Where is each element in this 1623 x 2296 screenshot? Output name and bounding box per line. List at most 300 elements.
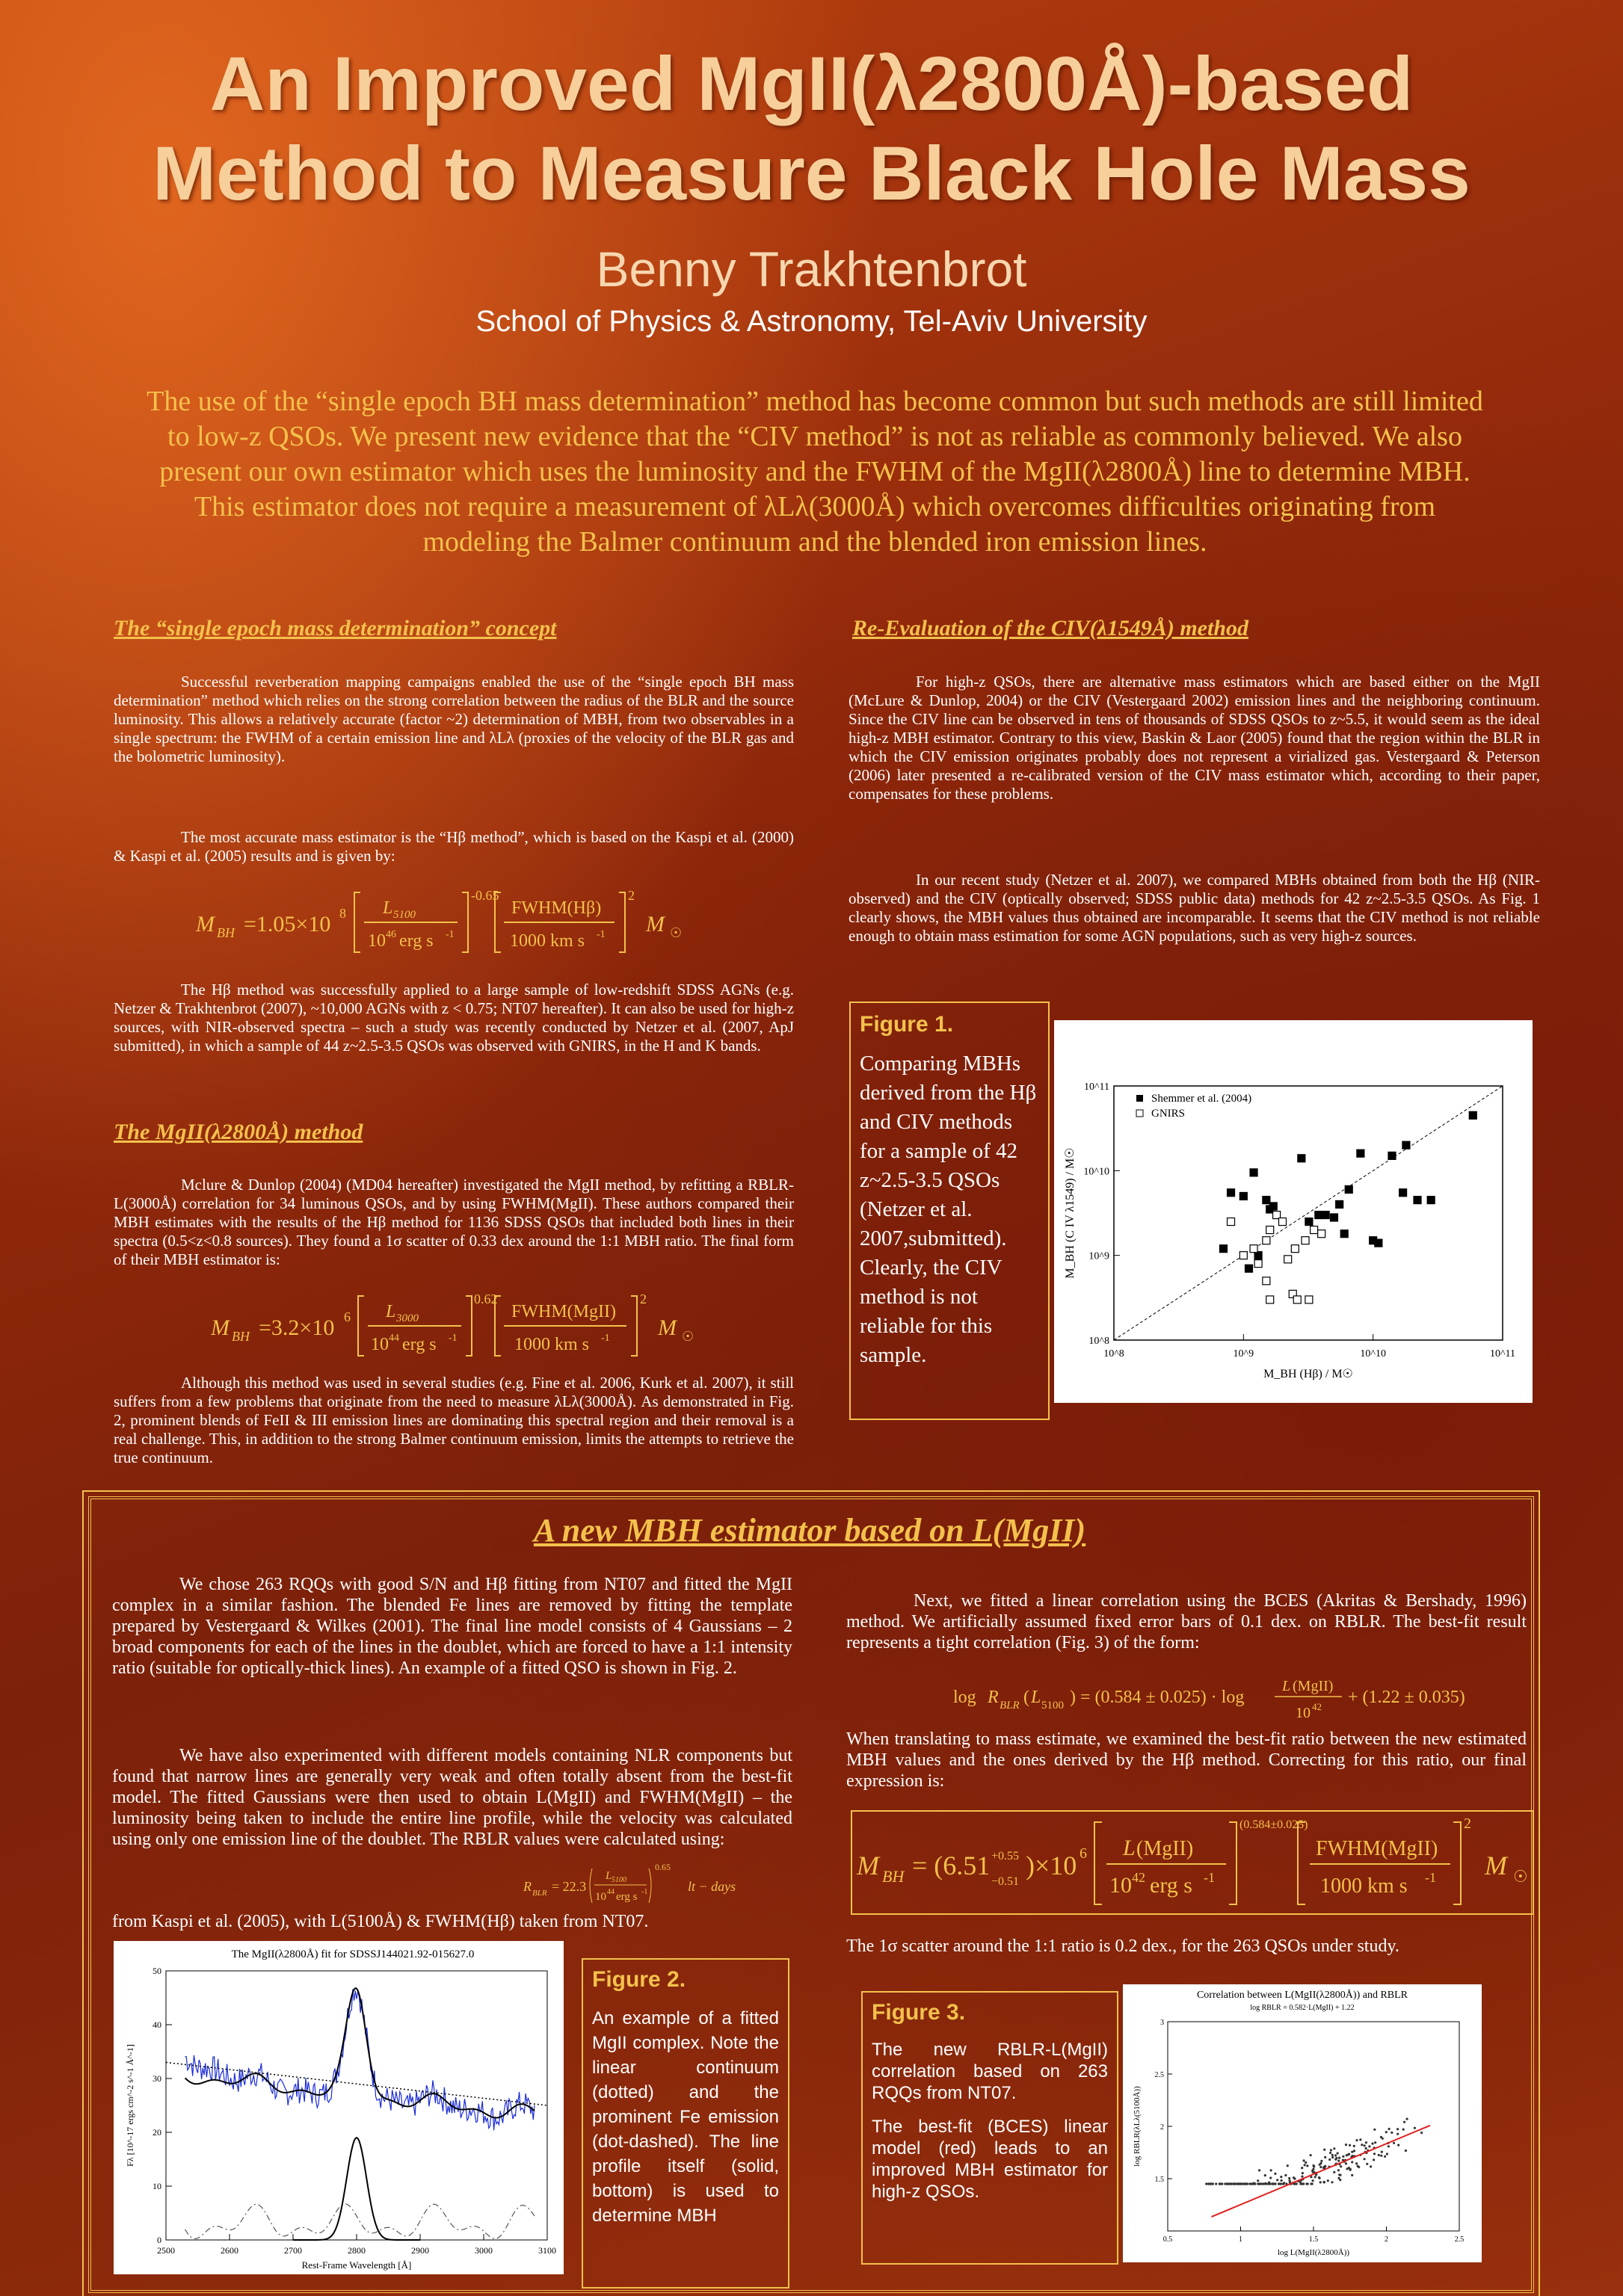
- box-left-paragraph-2: [112, 1745, 792, 1850]
- final-estimator-box: [851, 1810, 1534, 1915]
- fig3-ytick-label: 2: [1160, 2123, 1164, 2132]
- fig3-fit-line: [1212, 2126, 1431, 2217]
- sec2-p2-text: Although this method was used in several studies (e.g. Fine et al. 2006, Kurk et al. 2007), it still suffers from a few problems that originate from the need to measure λLλ(3000Å). As demonstrated in Fig. 2, prominent blends of FeII & III emission lines are dominating this spectral region and their removal is a real challenge. This, in addition to the strong Balmer continuum emission, limits the attempts to retrieve the true continuum.: [114, 1374, 794, 1466]
- fig1-point-shemmer: [1228, 1189, 1235, 1197]
- fig3-point: [1304, 2164, 1306, 2166]
- fig3-point: [1335, 2157, 1337, 2159]
- fig3-point: [1302, 2182, 1305, 2185]
- fig3-point: [1310, 2154, 1312, 2156]
- fig3-point: [1231, 2182, 1233, 2185]
- fig3-point: [1264, 2174, 1266, 2176]
- fig3-point: [1328, 2158, 1331, 2161]
- fig3-ytick-label: 2.5: [1154, 2071, 1164, 2079]
- svg-text:FWHM(MgII): FWHM(MgII): [511, 1302, 616, 1321]
- box-right-paragraph-3: The 1σ scatter around the 1:1 ratio is 0.2 dex., for the 263 QSOs under study.: [846, 1937, 1399, 1956]
- fig2-ytick-label: 10: [153, 2181, 161, 2191]
- sec1-paragraph-2: [114, 828, 794, 865]
- fig1-legend-marker-gnirs: [1136, 1110, 1143, 1117]
- fig3-point: [1340, 2165, 1342, 2167]
- fig3-xtick-label: 1: [1239, 2235, 1242, 2244]
- fig1-point-shemmer: [1219, 1245, 1227, 1253]
- fig1-point-shemmer: [1427, 1197, 1435, 1204]
- correlation-equation-svg: [953, 1665, 1476, 1725]
- figure2-caption-box: [582, 1958, 789, 2289]
- fig1-point-gnirs: [1284, 1256, 1292, 1263]
- svg-text:BLR: BLR: [1000, 1700, 1020, 1712]
- box-right-p1-text: Next, we fitted a linear correlation using the BCES (Akritas & Bershady, 1996) method. We artificially assumed fixed error bars of 0.1 dex. on RBLR. The best-fit result represents a tight correlation (Fig. 3) of the form:: [846, 1591, 1527, 1652]
- svg-text:M: M: [196, 912, 215, 936]
- fig1-point-shemmer: [1402, 1141, 1410, 1149]
- sec2-paragraph-2: [114, 1374, 794, 1467]
- fig3-point: [1274, 2173, 1276, 2175]
- fig3-point: [1280, 2176, 1282, 2178]
- heading-new-estimator: A new MBH estimator based on L(MgII): [533, 1512, 1086, 1549]
- sec1-p2-text: The most accurate mass estimator is the “Hβ method”, which is based on the Kaspi et al. (2000) & Kaspi et al. (2005) results and is given by:: [114, 828, 794, 865]
- fig3-point: [1299, 2182, 1302, 2185]
- fig3-point: [1361, 2144, 1363, 2146]
- fig3-point: [1280, 2182, 1282, 2185]
- svg-text:0.62: 0.62: [474, 1292, 498, 1306]
- sec2-paragraph-1: [114, 1176, 794, 1269]
- fig2-line-profile: [293, 2138, 420, 2240]
- svg-text:44: 44: [389, 1333, 399, 1344]
- svg-text:(: (: [1023, 1688, 1029, 1707]
- poster-title-line1: An Improved MgII(λ2800Å)-based: [209, 41, 1414, 126]
- rblr-equation-svg: [516, 1860, 800, 1912]
- fig1-point-gnirs: [1266, 1296, 1274, 1303]
- fig3-point: [1373, 2158, 1375, 2161]
- fig3-point: [1373, 2129, 1376, 2131]
- fig3-point: [1351, 2174, 1353, 2176]
- fig1-point-shemmer: [1414, 1197, 1421, 1204]
- svg-text:=1.05×10: =1.05×10: [244, 912, 331, 936]
- fig3-point: [1307, 2182, 1309, 2185]
- svg-text:☉: ☉: [682, 1329, 695, 1344]
- fig3-point: [1348, 2167, 1350, 2169]
- fig3-point: [1359, 2138, 1361, 2141]
- svg-text:M: M: [857, 1851, 879, 1880]
- fig3-point: [1385, 2131, 1388, 2133]
- figure1-chart: [1054, 1020, 1533, 1403]
- fig3-point: [1339, 2179, 1341, 2181]
- svg-text:lt − days: lt − days: [688, 1879, 736, 1894]
- svg-text:R: R: [988, 1688, 999, 1707]
- svg-text:M: M: [646, 912, 665, 936]
- fig2-xtick-label: 3000: [475, 2245, 493, 2256]
- fig1-point-shemmer: [1388, 1152, 1396, 1159]
- fig3-point: [1269, 2176, 1272, 2179]
- fig3-point: [1347, 2153, 1349, 2155]
- fig3-point: [1287, 2164, 1289, 2167]
- svg-text:1000 km s: 1000 km s: [510, 931, 585, 951]
- fig3-point: [1312, 2179, 1314, 2182]
- fig3-ytick-label: 3: [1160, 2019, 1164, 2027]
- svg-text:44: 44: [607, 1888, 615, 1896]
- fig2-ytick-label: 40: [153, 2019, 161, 2030]
- svg-text:FWHM(Hβ): FWHM(Hβ): [511, 898, 602, 918]
- fig1-point-shemmer: [1269, 1203, 1277, 1210]
- svg-text:8: 8: [339, 906, 346, 921]
- hbeta-equation: [196, 888, 779, 962]
- md04-equation: [211, 1292, 779, 1365]
- svg-text:1000 km s: 1000 km s: [514, 1335, 590, 1354]
- fig3-point: [1349, 2169, 1352, 2171]
- heading-civ-method: Re-Evaluation of the CIV(λ1549Å) method: [852, 616, 1249, 641]
- fig3-point: [1353, 2145, 1355, 2147]
- fig1-ytick-label: 10^10: [1083, 1166, 1109, 1178]
- figure2-title: Figure 2.: [592, 1967, 686, 1992]
- fig2-ytick-label: 0: [157, 2235, 161, 2245]
- fig3-point: [1251, 2182, 1254, 2185]
- svg-text:-1: -1: [641, 1888, 648, 1896]
- fig3-point: [1388, 2145, 1390, 2147]
- svg-text:3000: 3000: [396, 1312, 419, 1324]
- author: Benny Trakhtenbrot: [596, 241, 1027, 297]
- fig3-point: [1355, 2162, 1358, 2164]
- svg-text:L: L: [1031, 1688, 1041, 1707]
- svg-text:= (6.51: = (6.51: [912, 1851, 991, 1880]
- fig3-point: [1306, 2164, 1308, 2167]
- fig3-point: [1327, 2179, 1329, 2182]
- fig3-point: [1338, 2157, 1340, 2159]
- fig3-point: [1299, 2181, 1302, 2183]
- fig2-chart-title: The MgII(λ2800Å) fit for SDSSJ144021.92-015627.0: [231, 1948, 475, 1960]
- fig3-point: [1319, 2166, 1322, 2168]
- svg-text:-1: -1: [601, 1333, 610, 1344]
- fig1-legend-marker-shemmer: [1136, 1095, 1143, 1102]
- svg-text:L: L: [386, 1302, 396, 1321]
- fig3-point: [1323, 2149, 1325, 2151]
- fig3-xtick-label: 2: [1385, 2235, 1388, 2244]
- fig3-point: [1345, 2144, 1347, 2146]
- fig1-point-shemmer: [1305, 1218, 1313, 1226]
- box-left-p2-text: We have also experimented with different models containing NLR components but found that narrow lines are generally very weak and often totally absent from the best-fit model. The fitted Gaussians were then used to obtain L(MgII) and FWHM(MgII) – the luminosity being taken to include the entire line profile, while the velocity was calculated using only one emission line of the doublet. The RBLR values were calculated using:: [112, 1746, 792, 1849]
- fig2-xtick-label: 2900: [411, 2245, 429, 2256]
- svg-text:10: 10: [371, 1335, 389, 1354]
- fig3-point: [1414, 2127, 1416, 2129]
- poster-title-line2: Method to Measure Black Hole Mass: [153, 131, 1470, 216]
- svg-text:L: L: [606, 1870, 612, 1882]
- fig3-point: [1381, 2151, 1383, 2153]
- fig1-point-gnirs: [1279, 1218, 1287, 1226]
- svg-text:-0.65: -0.65: [471, 888, 499, 903]
- final-estimator-svg: [852, 1812, 1533, 1913]
- svg-text:BH: BH: [882, 1867, 905, 1886]
- svg-text:) = (0.584 ± 0.025) · log: ) = (0.584 ± 0.025) · log: [1070, 1688, 1245, 1707]
- figure3-caption-2: The best-fit (BCES) linear model (red) leads to an improved MBH estimator for high-z QSOs.: [872, 2117, 1108, 2202]
- fig3-point: [1337, 2152, 1339, 2154]
- svg-text:+0.55: +0.55: [991, 1850, 1020, 1863]
- fig1-point-shemmer: [1263, 1197, 1270, 1204]
- fig3-point: [1355, 2139, 1358, 2141]
- fig1-xtick-label: 10^9: [1233, 1348, 1254, 1360]
- rblr-equation: [516, 1860, 800, 1919]
- fig3-point: [1257, 2179, 1259, 2182]
- fig3-point: [1351, 2161, 1353, 2163]
- fig2-xlabel: Rest-Frame Wavelength [Å]: [301, 2259, 412, 2271]
- fig3-point: [1311, 2170, 1314, 2172]
- sec1-paragraph-3: [114, 981, 794, 1055]
- svg-text:M: M: [211, 1315, 230, 1340]
- fig2-xtick-label: 2800: [348, 2245, 366, 2256]
- sec3-paragraph-1: [849, 673, 1540, 803]
- fig3-ytick-label: 1.5: [1154, 2176, 1164, 2184]
- fig3-point: [1391, 2132, 1393, 2134]
- fig3-point: [1320, 2160, 1322, 2162]
- fig2-continuum: [166, 2062, 547, 2105]
- fig3-point: [1393, 2142, 1395, 2144]
- svg-text:−0.51: −0.51: [991, 1875, 1020, 1888]
- svg-text:5100: 5100: [1041, 1700, 1064, 1712]
- fig3-point: [1246, 2182, 1248, 2185]
- fig3-xtick-label: 0.5: [1162, 2235, 1173, 2244]
- fig3-point: [1208, 2182, 1210, 2185]
- fig1-point-shemmer: [1315, 1212, 1322, 1219]
- sec3-paragraph-2: [849, 871, 1540, 945]
- fig3-point: [1337, 2160, 1340, 2162]
- fig3-point: [1310, 2182, 1312, 2185]
- heading-mgii-method: The MgII(λ2800Å) method: [114, 1120, 363, 1144]
- fig3-point: [1289, 2179, 1291, 2182]
- figure1-caption: Comparing MBHs derived from the Hβ and CIV methods for a sample of 42 z~2.5-3.5 QSOs (Netzer et al. 2007,submitted). Clearly, the CIV method is not reliable for this sample.: [860, 1052, 1037, 1367]
- fig3-point: [1349, 2144, 1351, 2147]
- figure3-caption-box: [861, 1991, 1118, 2265]
- fig2-ytick-label: 30: [153, 2073, 161, 2084]
- figure1-caption-box: [849, 1002, 1050, 1420]
- svg-text:= 22.3: = 22.3: [552, 1879, 587, 1894]
- fig3-point: [1342, 2155, 1344, 2158]
- fig3-point: [1319, 2164, 1321, 2166]
- fig3-point: [1274, 2182, 1276, 2185]
- fig3-point: [1271, 2182, 1273, 2185]
- svg-text:BH: BH: [217, 925, 235, 940]
- svg-text:R: R: [523, 1879, 532, 1894]
- fig3-point: [1371, 2143, 1373, 2145]
- svg-text:5100: 5100: [393, 909, 416, 921]
- fig3-point: [1384, 2155, 1386, 2158]
- svg-text:+ (1.22 ± 0.035): + (1.22 ± 0.035): [1348, 1688, 1465, 1707]
- fig1-ylabel: M_BH (C IV λ1549) / M☉: [1064, 1147, 1077, 1279]
- fig1-xtick-label: 10^8: [1103, 1348, 1124, 1360]
- fig2-ytick-label: 50: [153, 1966, 161, 1976]
- fig3-xtick-label: 1.5: [1308, 2235, 1319, 2244]
- fig3-point: [1386, 2152, 1388, 2155]
- fig2-xtick-label: 2700: [284, 2245, 302, 2256]
- fig3-point: [1331, 2156, 1334, 2158]
- fig3-point: [1333, 2147, 1335, 2150]
- fig3-point: [1234, 2182, 1236, 2185]
- fig1-point-gnirs: [1263, 1277, 1270, 1285]
- fig1-point-shemmer: [1245, 1265, 1253, 1272]
- fig1-legend-shemmer: Shemmer et al. (2004): [1151, 1093, 1252, 1105]
- svg-text:10: 10: [368, 931, 386, 951]
- fig3-point: [1215, 2182, 1217, 2185]
- figure1-title: Figure 1.: [860, 1012, 954, 1037]
- fig1-point-shemmer: [1336, 1200, 1343, 1208]
- fig1-point-gnirs: [1254, 1260, 1262, 1268]
- fig3-xtick-label: 2.5: [1454, 2235, 1465, 2244]
- svg-text:-1: -1: [446, 929, 455, 940]
- svg-text:0.65: 0.65: [655, 1862, 671, 1872]
- figure2-chart-svg: [114, 1941, 564, 2274]
- svg-text:5100: 5100: [612, 1876, 626, 1884]
- fig3-point: [1205, 2182, 1207, 2185]
- fig3-point: [1259, 2182, 1261, 2185]
- fig3-point: [1420, 2132, 1423, 2134]
- fig2-fe-emission: [185, 2204, 535, 2239]
- fig3-point: [1402, 2129, 1405, 2131]
- fig1-xtick-label: 10^11: [1489, 1348, 1516, 1360]
- fig3-point: [1374, 2141, 1376, 2144]
- fig3-point: [1380, 2155, 1382, 2157]
- sec3-p2-text: In our recent study (Netzer et al. 2007), we compared MBHs obtained from both the Hβ (NIR-observed) and the CIV (optically observed; SDSS public data) methods for 42 z~2.5-3.5 QSOs. As Fig. 1 clearly shows, the MBH values thus obtained are incomparable. It seems that the CIV method is not reliable enough to obtain mass estimation for some AGN populations, such as very high-z sources.: [849, 871, 1540, 945]
- fig3-point: [1305, 2161, 1307, 2164]
- fig3-point: [1281, 2179, 1283, 2182]
- fig1-ytick-label: 10^8: [1088, 1336, 1109, 1347]
- svg-text:(MgII): (MgII): [1136, 1837, 1194, 1860]
- fig1-point-shemmer: [1399, 1189, 1407, 1197]
- fig3-point: [1303, 2159, 1305, 2161]
- svg-text:erg s: erg s: [616, 1891, 638, 1903]
- fig3-point: [1331, 2154, 1334, 2156]
- fig3-point: [1345, 2162, 1347, 2164]
- svg-text:log: log: [953, 1688, 976, 1707]
- svg-text:FWHM(MgII): FWHM(MgII): [1316, 1837, 1438, 1860]
- svg-text:10: 10: [595, 1891, 606, 1903]
- fig1-point-gnirs: [1318, 1230, 1325, 1238]
- fig3-point: [1318, 2176, 1320, 2179]
- fig3-point: [1313, 2165, 1315, 2167]
- fig3-point: [1396, 2133, 1399, 2135]
- fig1-point-gnirs: [1311, 1226, 1318, 1234]
- fig3-point: [1248, 2182, 1251, 2185]
- fig3-point: [1330, 2149, 1332, 2151]
- fig1-ytick-label: 10^11: [1083, 1081, 1109, 1093]
- svg-text:M: M: [1485, 1851, 1507, 1880]
- fig3-point: [1258, 2169, 1260, 2171]
- fig1-point-shemmer: [1298, 1155, 1305, 1162]
- fig3-point: [1368, 2145, 1370, 2147]
- svg-text:M: M: [658, 1315, 677, 1340]
- svg-text:☉: ☉: [1513, 1867, 1528, 1886]
- fig1-point-gnirs: [1266, 1226, 1274, 1234]
- fig3-point: [1329, 2152, 1331, 2154]
- svg-text:42: 42: [1132, 1870, 1145, 1885]
- svg-text:10: 10: [1109, 1873, 1132, 1898]
- fig3-point: [1314, 2176, 1316, 2178]
- fig3-point: [1324, 2156, 1326, 2158]
- box-left-paragraph-1: [112, 1574, 792, 1679]
- fig1-xlabel: M_BH (Hβ) / M☉: [1263, 1368, 1353, 1380]
- fig1-point-shemmer: [1340, 1230, 1348, 1238]
- figure3-title: Figure 3.: [872, 2000, 966, 2025]
- svg-text:(0.584±0.025): (0.584±0.025): [1239, 1818, 1308, 1831]
- fig3-point: [1324, 2165, 1326, 2167]
- svg-text:6: 6: [344, 1309, 351, 1324]
- fig1-point-shemmer: [1239, 1192, 1247, 1200]
- fig3-point: [1293, 2178, 1296, 2180]
- fig3-point: [1294, 2182, 1296, 2185]
- svg-text:BLR: BLR: [532, 1889, 547, 1898]
- svg-text:=3.2×10: =3.2×10: [259, 1315, 335, 1340]
- fig3-point: [1319, 2181, 1322, 2183]
- box-left-paragraph-3: from Kaspi et al. (2005), with L(5100Å) & FWHM(Hβ) taken from NT07.: [112, 1912, 649, 1931]
- fig2-ylabel: Fλ [10^-17 ergs cm^-2 s^-1 Å^-1]: [125, 2044, 135, 2167]
- fig1-point-shemmer: [1357, 1149, 1364, 1157]
- fig3-plot-frame: [1168, 2022, 1459, 2231]
- fig3-point: [1388, 2128, 1391, 2130]
- fig3-point: [1221, 2182, 1223, 2185]
- svg-text:1000 km s: 1000 km s: [1320, 1874, 1408, 1898]
- fig3-point: [1240, 2182, 1242, 2185]
- fig1-point-shemmer: [1250, 1169, 1257, 1176]
- svg-text:-1: -1: [597, 929, 606, 940]
- fig1-point-gnirs: [1228, 1218, 1235, 1226]
- sec1-p3-text: The Hβ method was successfully applied to a large sample of low-redshift SDSS AGNs (e.g. Netzer & Trakhtenbrot (2007), ~10,000 AGNs with z < 0.75; NT07 hereafter). It can also be used for high-z sources, with NIR-observed spectra – such a study was recently conducted by Netzer et al. (2007, ApJ submitted), in which a sample of 44 z~2.5-3.5 QSOs was observed with GNIRS, in the H and K bands.: [114, 981, 794, 1055]
- fig1-point-shemmer: [1375, 1239, 1382, 1247]
- fig1-point-shemmer: [1330, 1214, 1337, 1221]
- fig3-point: [1322, 2181, 1325, 2183]
- svg-text:-1: -1: [449, 1333, 458, 1344]
- fig1-point-gnirs: [1250, 1245, 1257, 1253]
- fig3-point: [1396, 2128, 1399, 2130]
- svg-text:BH: BH: [232, 1329, 250, 1344]
- fig1-point-gnirs: [1263, 1237, 1270, 1244]
- fig3-chart-subtitle: log RBLR = 0.582·L(MgII) + 1.22: [1250, 2004, 1355, 2012]
- svg-text:2: 2: [640, 1292, 647, 1306]
- fig3-point: [1301, 2176, 1303, 2178]
- fig2-xtick-label: 3100: [538, 2245, 556, 2256]
- fig3-point: [1406, 2118, 1408, 2120]
- box-right-paragraph-2: When translating to mass estimate, we examined the best-fit ratio between the new estimated MBH values and the ones derived by the Hβ method. Correcting for this ratio, our final expression is:: [846, 1729, 1527, 1791]
- fig3-point: [1337, 2169, 1340, 2171]
- svg-text:-1: -1: [1204, 1870, 1215, 1885]
- fig1-point-gnirs: [1291, 1245, 1299, 1253]
- fig2-xtick-label: 2600: [221, 2245, 238, 2256]
- fig3-point: [1302, 2172, 1304, 2174]
- svg-text:6: 6: [1080, 1845, 1087, 1862]
- figure2-caption: An example of a fitted MgII complex. Note the linear continuum (dotted) and the prominent Fe emission (dot-dashed). The line profile itself (solid, bottom) is used to determine MBH: [592, 2008, 779, 2226]
- fig2-observed-spectrum: [185, 1989, 535, 2130]
- figure3-chart: [1123, 1984, 1482, 2262]
- fig1-xtick-label: 10^10: [1360, 1348, 1386, 1360]
- heading-single-epoch: The “single epoch mass determination” concept: [114, 616, 557, 641]
- fig3-point: [1366, 2163, 1368, 2165]
- svg-text:(MgII): (MgII): [1293, 1678, 1334, 1694]
- fig3-point: [1405, 2150, 1407, 2152]
- fig1-point-gnirs: [1305, 1296, 1313, 1303]
- fig1-point-gnirs: [1239, 1252, 1247, 1259]
- fig3-point: [1263, 2182, 1265, 2185]
- fig3-point: [1333, 2171, 1335, 2173]
- svg-text:L: L: [1123, 1836, 1136, 1860]
- fig2-ytick-label: 20: [153, 2127, 161, 2138]
- abstract: The use of the “single epoch BH mass determination” method has become common but such methods are still limited to low-z QSOs. We present new evidence that the “CIV method” is not as reliable as commonly believed. We also present our own estimator which uses the luminosity and the FWHM of the MgII(λ2800Å) line to determine MBH. This estimator does not require a measurement of λLλ(3000Å) which overcomes difficulties originating from modeling the Balmer continuum and the blended iron emission lines.: [147, 386, 1483, 558]
- fig2-plot-frame: [166, 1971, 547, 2240]
- fig3-ylabel: log RBLR(λLλ(5100Å)): [1133, 2086, 1142, 2167]
- fig3-point: [1301, 2167, 1303, 2169]
- fig3-point: [1338, 2173, 1340, 2176]
- svg-text:-1: -1: [1425, 1870, 1436, 1885]
- svg-text:)×10: )×10: [1026, 1851, 1077, 1880]
- fig3-point: [1284, 2174, 1287, 2176]
- figure2-chart: [114, 1941, 564, 2274]
- fig3-point: [1364, 2144, 1366, 2147]
- box-right-paragraph-1: [846, 1590, 1527, 1653]
- fig3-point: [1365, 2141, 1367, 2144]
- figure1-chart-svg: [1054, 1020, 1533, 1403]
- svg-text:2: 2: [628, 888, 635, 903]
